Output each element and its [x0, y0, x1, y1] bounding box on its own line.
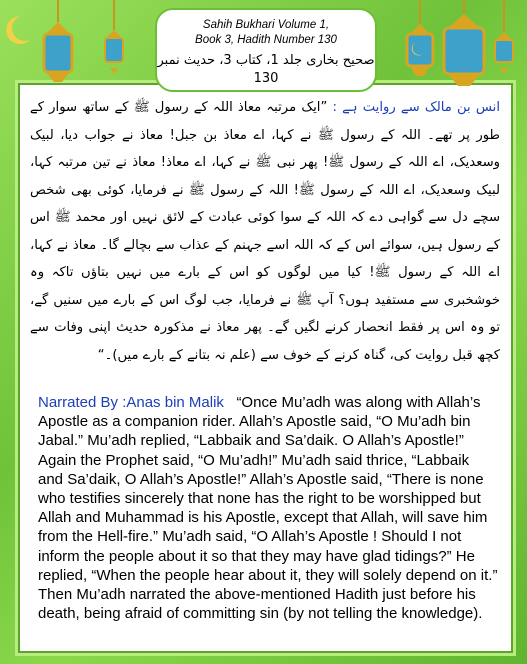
- english-narrator: Narrated By :Anas bin Malik: [38, 394, 224, 411]
- urdu-body: ”ایک مرتبہ معاذ اللہ کے رسول ﷺ کے ساتھ سوار کے طور پر تھے۔ اللہ کے رسول ﷺ نے کہا، اے معاذ بن جبل! معاذ نے جواب دیا، لبیک وسعدیک، اے اللہ کے رسول ﷺ! پھر نبی ﷺ نے کہا، اے معاذ! معاذ نے تین مرتبہ کہا، لبیک وسعدیک، اے اللہ کے رسول ﷺ! اللہ کے رسول ﷺ نے فرمایا، کوئی بھی شخص سچے دل سے گواہی دے کہ اللہ کے سوا کوئی عبادت کے لائق نہیں اور محمد ﷺ اس کے رسول ہیں، سوائے اس کے کہ اللہ اسے جہنم کے عذاب سے بچالے گا۔ معاذ نے کہا، اے اللہ کے رسول ﷺ! کیا میں لوگوں کو اس کے بارے میں نہیں بتاؤں تاکہ وہ خوشخبری سے مستفید ہوں؟ آپ ﷺ نے فرمایا، جب لوگ اس کے بارے میں سنیں گے، تو وہ اس پر فقط انحصار کرنے لگیں گے۔ پھر معاذ نے مذکورہ حدیث اپنی وفات سے کچھ قبل روایت کی، گناہ کرنے کے خوف سے (علم نہ بتانے کے بارے میں)۔“: [30, 100, 500, 363]
- lantern-icon: [18, 0, 148, 95]
- crescent-icon: [0, 8, 34, 58]
- reference-book-number: Book 3, Hadith Number 130: [195, 34, 337, 46]
- english-body: “Once Mu’adh was along with Allah’s Apostle as a companion rider. Allah’s Apostle said, “O Mu’adh bin Jabal.” Mu’adh replied, “Labbaik and Sa’daik. O Allah’s Apostle!” Again the Prophet said, “O Mu’adh!” Mu’adh said thrice, “Labbaik and Sa’daik, O Allah’s Apostle!” Allah’s Apostle said, “There is none who testifies sincerely that none has the right to be worshipped but Allah and Muhammad is his Apostle, except that Allah, will save him from the Hell-fire.” Mu’adh said, “O Allah’s Apostle ! Should I not inform the people about it so that they may have glad tidings?” He replied, “When the people hear about it, they will solely depend on it.” Then Mu’adh narrated the above-mentioned Hadith just before his death, being afraid of committing sin (by not telling the knowledge).: [38, 394, 498, 623]
- reference-volume: Sahih Bukhari Volume 1,: [202, 19, 330, 31]
- lantern-icon: [392, 0, 527, 95]
- urdu-hadith-text: [30, 94, 500, 369]
- hadith-reference-card: [155, 8, 377, 92]
- english-hadith-text: [38, 393, 498, 623]
- urdu-narrator: انس بن مالک سے روایت ہے :: [332, 100, 501, 115]
- reference-urdu: صحیح بخاری جلد 1، کتاب 3، حدیث نمبر 130: [157, 53, 375, 86]
